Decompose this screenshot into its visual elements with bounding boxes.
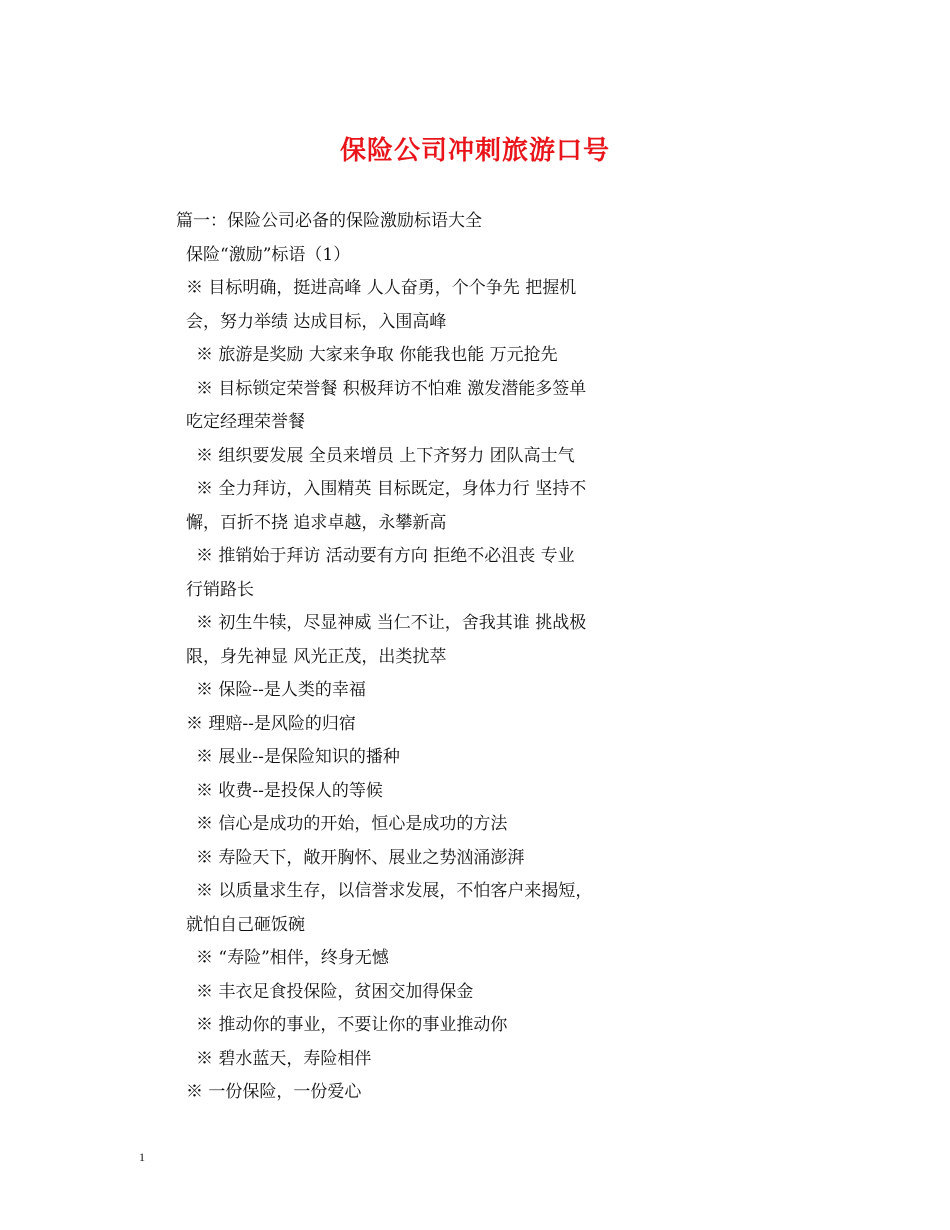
text-line: ※ 初生牛犊，尽显神威 当仁不让，舍我其谁 挑战极 bbox=[196, 613, 587, 633]
text-line: ※ “寿险”相伴，终身无憾 bbox=[196, 948, 389, 968]
text-line: ※ 丰衣足食投保险，贫困交加得保金 bbox=[196, 982, 474, 1002]
text-line: ※ 理赔--是风险的归宿 bbox=[186, 714, 356, 734]
text-line: ※ 寿险天下，敞开胸怀、展业之势汹涌澎湃 bbox=[196, 848, 525, 868]
text-line: ※ 一份保险，一份爱心 bbox=[186, 1082, 362, 1102]
text-line: ※ 旅游是奖励 大家来争取 你能我也能 万元抢先 bbox=[196, 345, 558, 365]
page-number: 1 bbox=[139, 1150, 145, 1164]
text-line: 懈，百折不挠 追求卓越，永攀新高 bbox=[186, 513, 447, 533]
text-line: 就怕自己砸饭碗 bbox=[186, 915, 305, 935]
text-line: ※ 组织要发展 全员来增员 上下齐努力 团队高士气 bbox=[196, 446, 575, 466]
text-line: ※ 推销始于拜访 活动要有方向 拒绝不必沮丧 专业 bbox=[196, 546, 575, 566]
text-line: ※ 信心是成功的开始，恒心是成功的方法 bbox=[196, 814, 508, 834]
text-line: ※ 保险--是人类的幸福 bbox=[196, 680, 366, 700]
text-line: ※ 展业--是保险知识的播种 bbox=[196, 747, 400, 767]
text-line: 限，身先神显 风光正茂，出类扰萃 bbox=[186, 647, 447, 667]
text-line: ※ 推动你的事业，不要让你的事业推动你 bbox=[196, 1015, 508, 1035]
text-line: ※ 碧水蓝天，寿险相伴 bbox=[196, 1049, 372, 1069]
text-line: ※ 收费--是投保人的等候 bbox=[196, 781, 383, 801]
text-line: 吃定经理荣誉餐 bbox=[186, 412, 305, 432]
text-line: ※ 全力拜访，入围精英 目标既定，身体力行 坚持不 bbox=[196, 479, 587, 499]
text-line: 会，努力举绩 达成目标，入围高峰 bbox=[186, 312, 447, 332]
text-line: ※ 目标明确，挺进高峰 人人奋勇，个个争先 把握机 bbox=[186, 278, 577, 298]
text-line: ※ 目标锁定荣誉餐 积极拜访不怕难 激发潜能多签单 bbox=[196, 379, 587, 399]
subsection-heading: 保险“激励”标语（1） bbox=[186, 245, 351, 265]
section-heading: 篇一：保险公司必备的保险激励标语大全 bbox=[176, 211, 482, 231]
text-line: ※ 以质量求生存，以信誉求发展，不怕客户来揭短， bbox=[196, 881, 593, 901]
text-line: 行销路长 bbox=[186, 580, 254, 600]
page-title: 保险公司冲刺旅游口号 bbox=[339, 136, 610, 166]
